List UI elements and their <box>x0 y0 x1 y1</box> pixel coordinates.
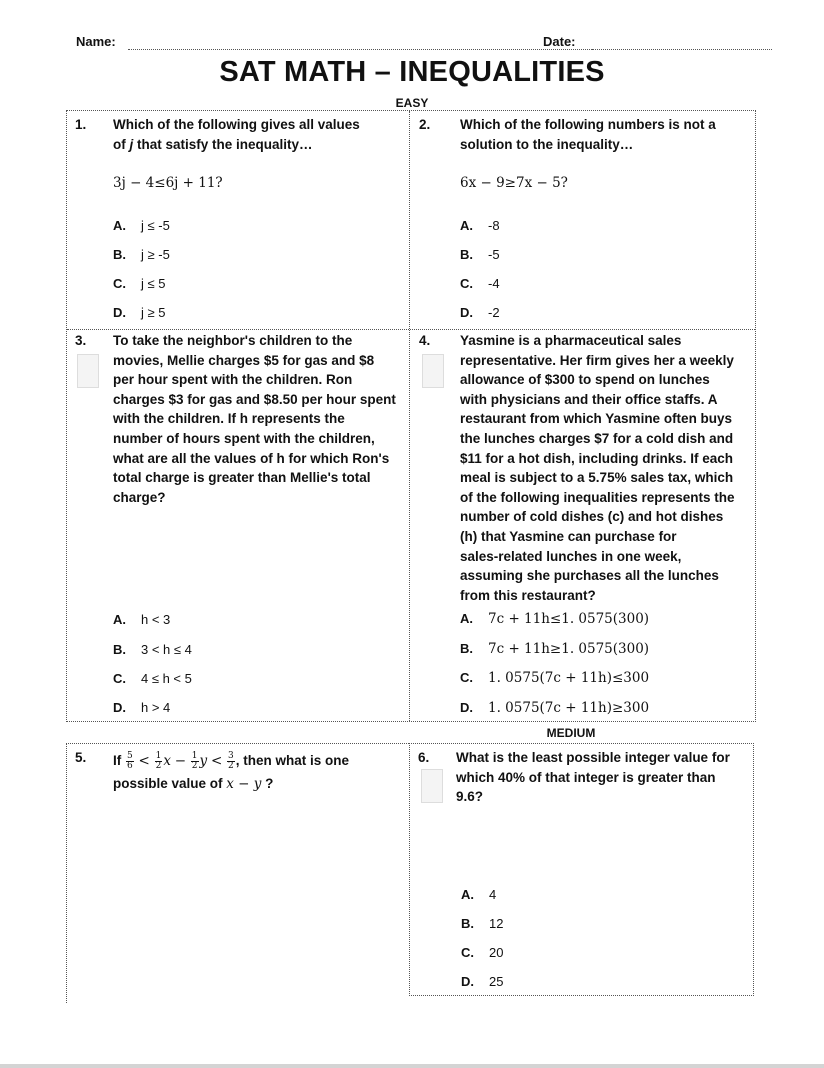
inequality-expression: 6x − 9≥7x − 5? <box>460 175 568 191</box>
fraction: $\frac{3}{2}$ <box>228 750 234 771</box>
fraction: $\frac{5}{6}$ <box>127 750 133 771</box>
easy-questions-grid: 1. Which of the following gives all values of j that satisfy the inequality… 3j − 4≤6j + 11? A. j ≤ -5 B. j ≥ -5 C. j ≤ 5 D. j ≥ 5 2. Which of the following numbers is not a solution to the inequality… 6x − 9≥7x − 5? A. -8 B. -5 C. -4 D. -2 3. To take the neighbor's children to the movies, Mellie charges $5 for gas and $8 per hour spent with the children. Ron charges $3 for gas and $8.50 per hour spent with the children. If h represents the number of hours spent with the children, what are all the values of h for which Ron's total charge is greater than Mellie's total charge? A. h < 3 B. 3 < h ≤ 4 C. 4 ≤ h < 5 D. h > 4 4. Yasmine is a pharmaceutical sales representative. Her firm gives her a weekly allowance of $300 to spend on lunches with physicians and their office staffs. A restaurant from which Yasmine often buys the lunches charges $7 for a cold dish and $11 for a hot dish, including drinks. If each meal is subject to a 5.75% sales tax, which of the following inequalities represents the number of cold dishes (c) and hot dishes (h) that Yasmine can purchase for sales-related lunches in one week, assuming she purchases all the lunches from this restaurant? A. 7c + 11h≤1. 0575(300) B. 7c + 11h≥1. 0575(300) C. 1. 0575(7c + 11h)≤300 D. 1. 0575(7c + 11h)≥300 <box>66 110 756 722</box>
question-number: 2. <box>419 117 431 132</box>
question-text: Yasmine is a pharmaceutical sales representative. Her firm gives her a weekly allowance of $300 to spend on lunches with physicians and their office staffs. A restaurant from which Yasmine often buys the lunches charges $7 for a cold dish and $11 for a hot dish, including drinks. If each meal is subject to a 5.75% sales tax, which of the following inequalities represents the number of cold dishes (c) and hot dishes (h) that Yasmine can purchase for sales-related lunches in one week, assuming she purchases all the lunches from this restaurant? <box>460 333 735 603</box>
answer-box[interactable] <box>422 354 444 388</box>
question-text: Which of the following numbers is not a <box>460 117 716 132</box>
question-number: 6. <box>418 750 430 765</box>
date-label: Date: <box>543 34 576 49</box>
section-label-medium: MEDIUM <box>546 726 596 740</box>
section-label-easy: EASY <box>395 96 429 110</box>
page-bottom-edge <box>0 1064 824 1068</box>
date-field-line[interactable] <box>592 49 772 50</box>
row-divider <box>67 329 755 330</box>
answer-box[interactable] <box>421 769 443 803</box>
question-text: What is the least possible integer value for which 40% of that integer is greater than 9.6? <box>456 750 730 805</box>
question-number: 5. <box>75 750 87 765</box>
question-number: 1. <box>75 117 87 132</box>
question-number: 3. <box>75 333 87 348</box>
question-text: solution to the inequality… <box>460 136 634 152</box>
question-text: To take the neighbor's children to the movies, Mellie charges $5 for gas and $8 per hour spent with the children. Ron charges $3 for gas and $8.50 per hour spent with the children. If h represents the number of hours spent with the children, what are all the values of h for which Ron's total charge is greater than Mellie's total charge? <box>113 333 396 505</box>
fraction: $\frac{1}{2}$ <box>155 750 162 771</box>
question-number: 4. <box>419 333 431 348</box>
student-info-row <box>76 34 772 52</box>
answer-box[interactable] <box>77 354 99 388</box>
column-divider <box>409 111 410 721</box>
question-6-cell: 6. What is the least possible integer value for which 40% of that integer is greater than 9.6? A. 4 B. 12 C. 20 D. 25 <box>409 743 754 996</box>
question-text: If $\frac{5}{6}$ < $\frac{1}{2}$ x − $\frac{1}{2}$ y < $\frac{3}{2}$ , then what is one possible value of x − y ? <box>113 750 350 792</box>
name-field-line[interactable] <box>128 49 610 50</box>
question-text: of j that satisfy the inequality… <box>113 136 313 152</box>
question-5-cell <box>66 743 409 1003</box>
question-text: Which of the following gives all values <box>113 117 360 132</box>
name-label: Name: <box>76 34 116 49</box>
fraction: $\frac{1}{2}$ <box>191 750 198 771</box>
worksheet-title: SAT MATH – INEQUALITIES <box>219 56 605 88</box>
inequality-expression: 3j − 4≤6j + 11? <box>113 175 223 191</box>
